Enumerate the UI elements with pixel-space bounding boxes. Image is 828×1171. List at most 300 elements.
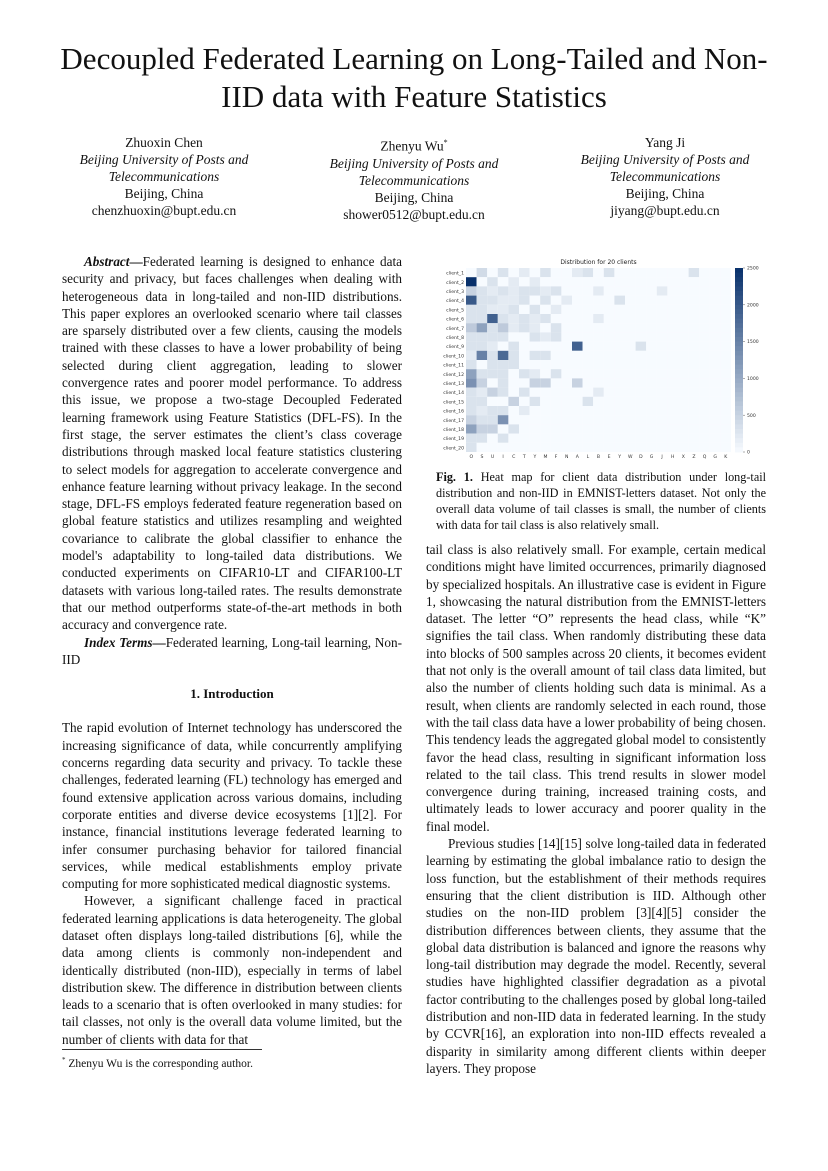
row-label: client_10 xyxy=(443,354,464,360)
heatmap-cell xyxy=(720,332,731,341)
column-label: Y xyxy=(533,455,537,460)
heatmap-cell xyxy=(530,323,541,332)
heatmap-cell xyxy=(583,305,594,314)
heatmap-cell xyxy=(572,286,583,295)
heatmap-cell xyxy=(678,415,689,424)
heatmap-cell xyxy=(646,388,657,397)
figure-caption xyxy=(436,469,766,533)
row-label: client_13 xyxy=(443,382,464,388)
colorbar-segment xyxy=(735,346,743,351)
heatmap-cell xyxy=(678,378,689,387)
heatmap-cell xyxy=(667,360,678,369)
heatmap-cell xyxy=(689,443,700,452)
heatmap-cell xyxy=(625,406,636,415)
body-paragraph-right-1: tail class is also relatively small. For example, certain medical conditions might have limited occurrences, primarily diagnosed by specialized hospitals. An illustrative case is evident in Figure 1, showcasing the natural distribution from the EMNIST-letters dataset. The letter “O” represents the head class, while “K” signifies the tail class. When randomly distributing these data into blocks of 500 samples across 20 clients, it becomes evident that not only is the overall amount of tail class data limited, but also the number of clients holding such data is minimal. As a result, when clients are randomly selected in each round, those with the tail class data have a lower probability of being chosen. This tendency leads the aggregated global model to consistently favor the head class, resulting in significant information loss related to the tail class. This trend results in slower model convergence during training, increased training costs, and ultimately leads to lower accuracy and poorer quality in the final model. xyxy=(426,542,766,834)
column-label: E xyxy=(607,455,611,460)
heatmap-cell xyxy=(572,296,583,305)
heatmap-cell xyxy=(519,314,530,323)
heatmap-cell xyxy=(720,369,731,378)
colorbar-segment xyxy=(735,388,743,393)
footnote xyxy=(62,1056,253,1070)
colorbar-segment xyxy=(735,328,743,333)
colorbar-segment xyxy=(735,342,743,347)
heatmap-cell xyxy=(720,360,731,369)
heatmap-cell xyxy=(699,332,710,341)
heatmap-cell xyxy=(636,424,647,433)
heatmap-cell xyxy=(720,286,731,295)
heatmap-cell xyxy=(593,268,604,277)
colorbar-segment xyxy=(735,355,743,360)
colorbar-segment xyxy=(735,305,743,310)
heatmap-cell xyxy=(720,397,731,406)
heatmap-cell xyxy=(572,424,583,433)
heatmap-cell xyxy=(614,434,625,443)
heatmap-cell xyxy=(561,351,572,360)
heatmap-cell xyxy=(636,443,647,452)
heatmap-cell xyxy=(540,286,551,295)
heatmap-cell xyxy=(583,424,594,433)
heatmap-cell xyxy=(530,388,541,397)
heatmap-cell xyxy=(466,305,477,314)
heatmap-cell xyxy=(710,314,721,323)
heatmap-cell xyxy=(583,378,594,387)
heatmap-cell xyxy=(604,305,615,314)
heatmap-cell xyxy=(614,277,625,286)
heatmap-cell xyxy=(583,314,594,323)
heatmap-cell xyxy=(477,268,488,277)
heatmap-cell xyxy=(551,332,562,341)
heatmap-cell xyxy=(583,388,594,397)
row-label: client_19 xyxy=(443,437,464,443)
heatmap-cell xyxy=(508,360,519,369)
heatmap-cell xyxy=(710,286,721,295)
heatmap-cell xyxy=(710,397,721,406)
heatmap-cell xyxy=(689,360,700,369)
heatmap-cell xyxy=(625,268,636,277)
heatmap-cell xyxy=(593,296,604,305)
heatmap-cell xyxy=(646,378,657,387)
heatmap-cell xyxy=(477,296,488,305)
heatmap-cell xyxy=(614,369,625,378)
heatmap-cell xyxy=(508,434,519,443)
heatmap-cell xyxy=(466,424,477,433)
heatmap-cell xyxy=(689,305,700,314)
heatmap-cell xyxy=(583,406,594,415)
heatmap-cell xyxy=(657,268,668,277)
colorbar-segment xyxy=(735,286,743,291)
heatmap-cell xyxy=(625,360,636,369)
author-affiliation: Beijing University of Posts and xyxy=(329,155,499,171)
heatmap-cell xyxy=(593,332,604,341)
heatmap-cell xyxy=(604,268,615,277)
heatmap-cell xyxy=(689,388,700,397)
heatmap-cell xyxy=(519,443,530,452)
heatmap-cell xyxy=(699,397,710,406)
heatmap-cell xyxy=(625,443,636,452)
heatmap-cell xyxy=(657,388,668,397)
column-label: L xyxy=(586,455,590,460)
colorbar-segment xyxy=(735,268,743,273)
heatmap-cell xyxy=(667,314,678,323)
heatmap-cell xyxy=(530,360,541,369)
heatmap-cell xyxy=(689,378,700,387)
heatmap-cell xyxy=(583,277,594,286)
heatmap-cell xyxy=(498,397,509,406)
heatmap-cell xyxy=(498,351,509,360)
heatmap-cell xyxy=(636,434,647,443)
author-affiliation: Telecommunications xyxy=(108,169,220,184)
heatmap-cell xyxy=(667,342,678,351)
heatmap-cell xyxy=(561,424,572,433)
author-block-1 xyxy=(44,134,284,219)
heatmap-cell xyxy=(477,277,488,286)
heatmap-cell xyxy=(699,277,710,286)
heatmap-cell xyxy=(657,342,668,351)
row-label: client_6 xyxy=(446,317,464,323)
heatmap-cell xyxy=(720,424,731,433)
heatmap-cell xyxy=(530,314,541,323)
colorbar-tick-label: 0 xyxy=(747,450,750,456)
heatmap-cell xyxy=(593,305,604,314)
heatmap-cell xyxy=(657,277,668,286)
heatmap-cell xyxy=(636,397,647,406)
heatmap-cell xyxy=(689,296,700,305)
heatmap-cell xyxy=(498,268,509,277)
heatmap-cell xyxy=(678,397,689,406)
heatmap-cell xyxy=(551,415,562,424)
heatmap-cell xyxy=(636,415,647,424)
row-label: client_14 xyxy=(443,391,464,397)
heatmap-cell xyxy=(699,434,710,443)
heatmap-cell xyxy=(477,378,488,387)
heatmap-cell xyxy=(689,286,700,295)
colorbar-segment xyxy=(735,397,743,402)
heatmap-cell xyxy=(540,323,551,332)
heatmap-cell xyxy=(614,378,625,387)
heatmap-cell xyxy=(699,351,710,360)
heatmap-cell xyxy=(572,277,583,286)
heatmap-cell xyxy=(614,415,625,424)
column-label: G xyxy=(713,455,717,460)
heatmap-cell xyxy=(604,443,615,452)
heatmap-cell xyxy=(551,360,562,369)
heatmap-cell xyxy=(667,305,678,314)
colorbar-segment xyxy=(735,406,743,411)
heatmap-cell xyxy=(720,351,731,360)
heatmap-cell xyxy=(530,342,541,351)
intro-paragraph-2: However, a significant challenge faced in practical federated learning applications is data heterogeneity. The global dataset often displays long-tailed distributions [6], while the data among clients is commonly non-independent and identically distributed (non-IID), especially in terms of label distribution skew. The difference in distribution between clients leads to a scenario that is often overlooked in many studies: for tail classes, not only is the overall data volume limited, but the number of clients with data for that xyxy=(62,893,402,1047)
heatmap-cell xyxy=(530,351,541,360)
colorbar-segment xyxy=(735,319,743,324)
heatmap-cell xyxy=(678,360,689,369)
heatmap-cell xyxy=(614,424,625,433)
heatmap-cell xyxy=(561,397,572,406)
heatmap-cell xyxy=(625,332,636,341)
heatmap-cell xyxy=(678,268,689,277)
heatmap-cell xyxy=(519,323,530,332)
heatmap-cell xyxy=(604,397,615,406)
heatmap-cell xyxy=(689,314,700,323)
heatmap-cell xyxy=(593,369,604,378)
heatmap-cell xyxy=(657,332,668,341)
heatmap-cell xyxy=(699,360,710,369)
heatmap-cell xyxy=(604,434,615,443)
colorbar-segment xyxy=(735,415,743,420)
heatmap-cell xyxy=(710,415,721,424)
heatmap-cell xyxy=(689,268,700,277)
heatmap-cell xyxy=(604,360,615,369)
heatmap-cell xyxy=(699,388,710,397)
heatmap-cell xyxy=(466,388,477,397)
heatmap-cell xyxy=(699,443,710,452)
heatmap-cell xyxy=(657,424,668,433)
author-email: jiyang@bupt.edu.cn xyxy=(610,203,720,218)
heatmap-cell xyxy=(519,397,530,406)
heatmap-cell xyxy=(572,305,583,314)
heatmap-cell xyxy=(614,314,625,323)
heatmap-cell xyxy=(477,323,488,332)
heatmap-cell xyxy=(551,314,562,323)
row-label: client_12 xyxy=(443,372,464,378)
heatmap-cell xyxy=(561,443,572,452)
heatmap-cell xyxy=(720,415,731,424)
heatmap-cell xyxy=(519,434,530,443)
heatmap-cell xyxy=(519,388,530,397)
heatmap-cell xyxy=(614,305,625,314)
colorbar-segment xyxy=(735,447,743,452)
heatmap-cell xyxy=(519,342,530,351)
colorbar-segment xyxy=(735,337,743,342)
heatmap-cell xyxy=(508,268,519,277)
heatmap-cell xyxy=(477,388,488,397)
heatmap-cell xyxy=(593,443,604,452)
heatmap-cell xyxy=(583,397,594,406)
heatmap-cell xyxy=(646,305,657,314)
heatmap-cell xyxy=(710,406,721,415)
heatmap-cell xyxy=(572,342,583,351)
heatmap-cell xyxy=(551,406,562,415)
colorbar-segment xyxy=(735,273,743,278)
heatmap-cell xyxy=(710,434,721,443)
heatmap-cell xyxy=(636,323,647,332)
heatmap-cell xyxy=(551,286,562,295)
heatmap-cell xyxy=(466,378,477,387)
heatmap-cell xyxy=(540,424,551,433)
heatmap-cell xyxy=(487,378,498,387)
heatmap-cell xyxy=(593,406,604,415)
heatmap-cell xyxy=(477,397,488,406)
heatmap-cell xyxy=(572,268,583,277)
heatmap-cell xyxy=(519,277,530,286)
heatmap-cell xyxy=(551,323,562,332)
heatmap-cell xyxy=(530,406,541,415)
heatmap-cell xyxy=(519,415,530,424)
heatmap-cell xyxy=(614,406,625,415)
heatmap-cell xyxy=(540,406,551,415)
heatmap-cell xyxy=(720,323,731,332)
heatmap-cell xyxy=(593,415,604,424)
heatmap-cell xyxy=(498,406,509,415)
heatmap-cell xyxy=(487,397,498,406)
heatmap-cell xyxy=(487,406,498,415)
heatmap-cell xyxy=(519,351,530,360)
heatmap-cell xyxy=(625,369,636,378)
colorbar-tick-label: 2500 xyxy=(747,266,759,272)
left-column xyxy=(62,253,402,1048)
heatmap-cell xyxy=(498,443,509,452)
colorbar-segment xyxy=(735,309,743,314)
heatmap-cell xyxy=(710,323,721,332)
heatmap-cell xyxy=(710,305,721,314)
heatmap-cell xyxy=(519,296,530,305)
heatmap-cell xyxy=(561,332,572,341)
body-paragraph-right-2: Previous studies [14][15] solve long-tailed data in federated learning by estimating the global imbalance ratio to design the loss function, but the establishment of their methods requires ensuring that the client distribution is IID. Although other studies on the non-IID problem [3][4][5] consider the distribution differences between clients, they assume that the global data distribution is balanced and ignore the reasons why long-tail distribution may degrade the model. Recently, several studies have highlighted classifier degradation as a pivotal factor contributing to the challenges posed by global long-tailed distribution and non-IID data in federated learning. In the study by CCVR[16], an exploration into non-IID effects revealed a disparity in similarity among different clients within deeper layers. They propose xyxy=(426,836,766,1076)
heatmap-cell xyxy=(636,388,647,397)
heatmap-cell xyxy=(508,286,519,295)
heatmap-cell xyxy=(646,323,657,332)
heatmap-cell xyxy=(551,277,562,286)
heatmap-cell xyxy=(477,434,488,443)
colorbar-segment xyxy=(735,374,743,379)
heatmap-cell xyxy=(561,342,572,351)
heatmap-cell xyxy=(593,424,604,433)
row-label: client_17 xyxy=(443,418,464,424)
heatmap-cell xyxy=(636,342,647,351)
author-email: shower0512@bupt.edu.cn xyxy=(343,206,485,222)
heatmap-cell xyxy=(678,424,689,433)
heatmap-cell xyxy=(561,369,572,378)
author-name: Zhenyu Wu xyxy=(380,138,444,154)
heatmap-cell xyxy=(720,378,731,387)
heatmap-cell xyxy=(508,415,519,424)
heatmap-cell xyxy=(487,434,498,443)
heatmap-cell xyxy=(466,434,477,443)
heatmap-cell xyxy=(540,305,551,314)
colorbar-segment xyxy=(735,383,743,388)
heatmap-cell xyxy=(498,360,509,369)
heatmap-cell xyxy=(604,415,615,424)
heatmap-cell xyxy=(593,434,604,443)
heatmap-cell xyxy=(466,342,477,351)
colorbar-segment xyxy=(735,282,743,287)
heatmap-cell xyxy=(667,351,678,360)
row-label: client_15 xyxy=(443,400,464,406)
heatmap-cell xyxy=(572,369,583,378)
heatmap-cell xyxy=(530,277,541,286)
heatmap-cell xyxy=(498,332,509,341)
heatmap-cell xyxy=(699,424,710,433)
heatmap-cell xyxy=(710,351,721,360)
heatmap-cell xyxy=(498,277,509,286)
heatmap-cell xyxy=(498,305,509,314)
heatmap-cell xyxy=(646,277,657,286)
heatmap-cell xyxy=(614,332,625,341)
heatmap-cell xyxy=(636,305,647,314)
heatmap-cell xyxy=(561,415,572,424)
heatmap-cell xyxy=(657,406,668,415)
heatmap-cell xyxy=(614,286,625,295)
heatmap-cell xyxy=(583,360,594,369)
heatmap-cell xyxy=(657,397,668,406)
heatmap-cell xyxy=(540,434,551,443)
author-city: Beijing, China xyxy=(625,186,705,201)
heatmap-cell xyxy=(487,443,498,452)
heatmap-cell xyxy=(572,397,583,406)
column-label: U xyxy=(490,455,495,460)
heatmap-cell xyxy=(477,351,488,360)
heatmap-cell xyxy=(561,305,572,314)
column-label: B xyxy=(596,455,601,460)
heatmap-cell xyxy=(530,397,541,406)
heatmap-cell xyxy=(561,378,572,387)
heatmap-cell xyxy=(540,268,551,277)
heatmap-cell xyxy=(561,434,572,443)
heatmap-cell xyxy=(487,332,498,341)
heatmap-cell xyxy=(530,378,541,387)
index-terms-label: Index Terms xyxy=(84,634,153,650)
heatmap-cell xyxy=(604,286,615,295)
caption-text: Heat map for client data distribution under long-tail distribution and non-IID in EMNIST-letters dataset. Not only the overall data volume of tail classes is small, the number of clients with data for tail class is also relatively small. xyxy=(436,470,766,532)
heatmap-cell xyxy=(572,351,583,360)
heatmap-cell xyxy=(678,369,689,378)
heatmap-cell xyxy=(508,388,519,397)
heatmap-cell xyxy=(646,332,657,341)
heatmap-cell xyxy=(604,378,615,387)
heatmap-cell xyxy=(572,360,583,369)
heatmap-cell xyxy=(625,434,636,443)
heatmap-cell xyxy=(720,296,731,305)
heatmap-cell xyxy=(466,323,477,332)
index-terms: Index Terms—Federated learning, Long-tail learning, Non-IID xyxy=(62,634,402,667)
author-city: Beijing, China xyxy=(124,186,204,201)
paper-title: Decoupled Federated Learning on Long-Tailed and Non-IID data with Feature Statistics xyxy=(60,41,768,114)
author-name: Zhuoxin Chen xyxy=(125,135,203,150)
row-label: client_11 xyxy=(443,363,464,369)
heatmap-cell xyxy=(498,415,509,424)
heatmap-cell xyxy=(614,443,625,452)
heatmap-cell xyxy=(625,415,636,424)
heatmap-cell xyxy=(508,305,519,314)
heatmap-cell xyxy=(583,323,594,332)
heatmap-cell xyxy=(720,443,731,452)
heatmap-cell xyxy=(583,332,594,341)
heatmap-cell xyxy=(636,351,647,360)
intro-paragraph-1: The rapid evolution of Internet technology has underscored the increasing significance of data, while concurrently amplifying concerns regarding data security and privacy. To tackle these challenges, federated learning (FL) technology has emerged and found extensive application across various domains, including corporate entities and diverse device ecosystems [1][2]. For instance, financial institutions leverage federated learning to infer consumer purchasing behavior for tailored financial services, while medical establishments employ private computing for more sophisticated medical diagnostic systems. xyxy=(62,720,402,892)
heatmap-cell xyxy=(498,424,509,433)
column-label: S xyxy=(480,455,484,460)
column-label: X xyxy=(681,455,685,460)
column-label: F xyxy=(554,455,558,460)
heatmap-cell xyxy=(487,342,498,351)
heatmap-cell xyxy=(625,388,636,397)
heatmap-cell xyxy=(657,314,668,323)
author-name: Yang Ji xyxy=(644,135,686,150)
heatmap-chart xyxy=(426,256,766,468)
heatmap-cell xyxy=(466,369,477,378)
colorbar-tick-label: 500 xyxy=(747,413,756,419)
heatmap-cell xyxy=(604,323,615,332)
heatmap-cell xyxy=(657,443,668,452)
heatmap-cell xyxy=(667,406,678,415)
abstract-label: Abstract xyxy=(84,254,130,269)
heatmap-cell xyxy=(689,424,700,433)
heatmap-cell xyxy=(667,388,678,397)
heatmap-cell xyxy=(583,351,594,360)
heatmap-cell xyxy=(551,369,562,378)
heatmap-cell xyxy=(572,332,583,341)
heatmap-cell xyxy=(498,378,509,387)
heatmap-cell xyxy=(689,277,700,286)
